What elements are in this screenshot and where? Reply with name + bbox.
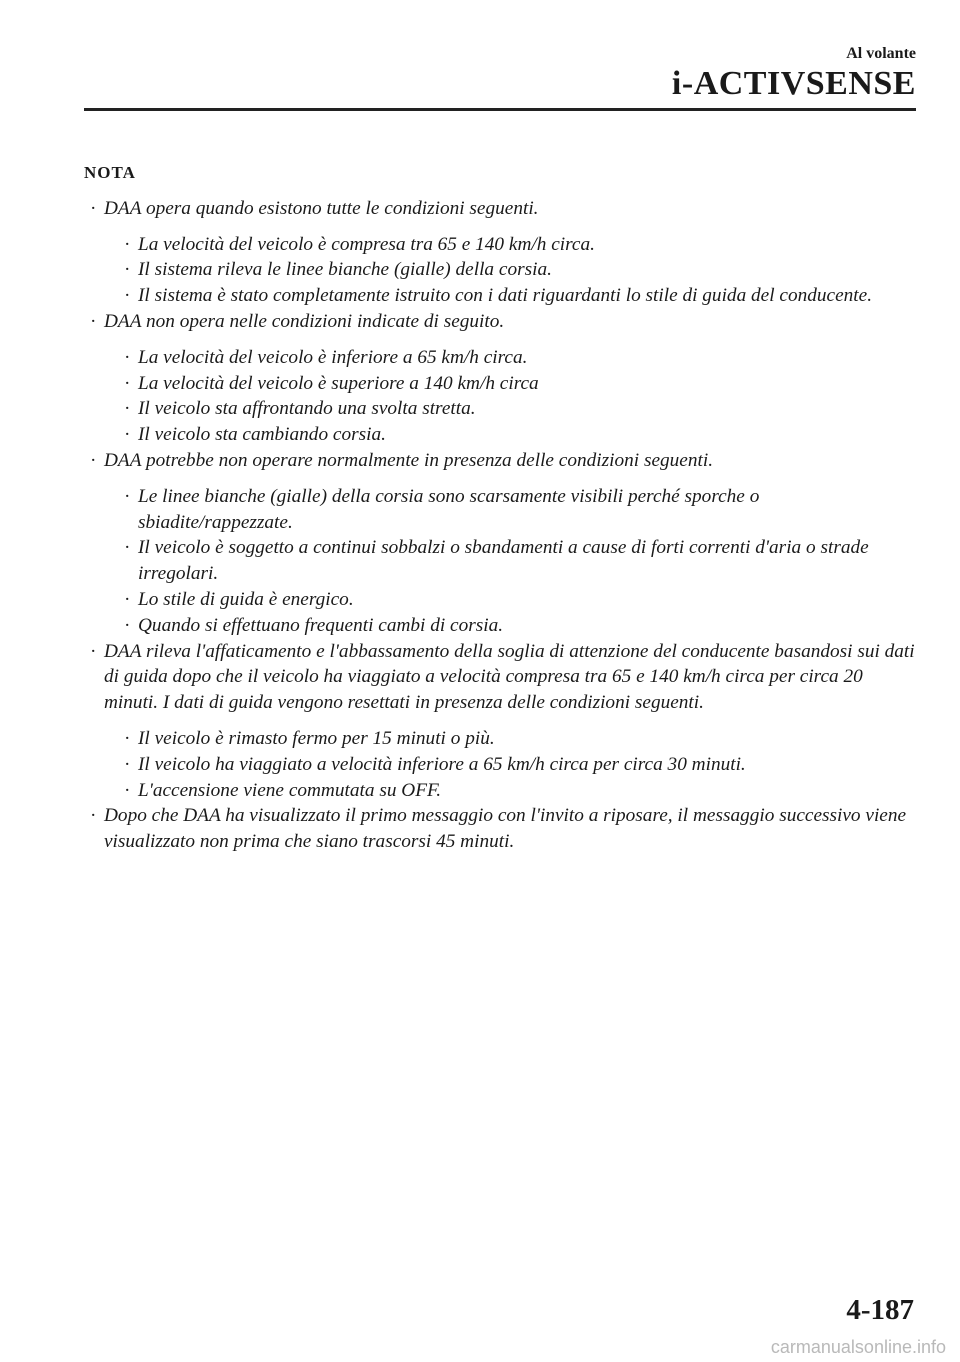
sub-item-text: La velocità del veicolo è inferiore a 65 km/h circa. [138,346,528,368]
sub-item [124,587,916,613]
bullet-icon: · [124,537,131,559]
note-item-text: DAA potrebbe non operare normalmente in presenza delle condizioni seguenti. [104,449,714,471]
sub-item [124,345,916,371]
sub-item [124,396,916,422]
bullet-icon: · [90,197,97,219]
sub-list [124,345,916,448]
bullet-icon: · [124,753,131,775]
note-item-text: Dopo che DAA ha visualizzato il primo messaggio con l'invito a riposare, il messaggio successivo viene visualizzato non prima che siano trascorsi 45 minuti. [104,805,907,853]
sub-item [124,535,916,587]
bullet-icon: · [124,233,131,255]
note-label: NOTA [84,163,136,182]
sub-item [124,726,916,752]
watermark: carmanualsonline.info [770,1337,946,1357]
bullet-icon: · [124,346,131,368]
sub-item-text: Il veicolo ha viaggiato a velocità inferiore a 65 km/h circa per circa 30 minuti. [138,753,746,775]
note-item [84,309,916,448]
section-title: i-ACTIVSENSE [671,65,916,102]
sub-item [124,778,916,804]
bullet-icon: · [124,588,131,610]
sub-item [124,232,916,258]
sub-item [124,283,916,309]
sub-item-text: Le linee bianche (gialle) della corsia sono scarsamente visibili perché sporche o sbiadite/rappezzate. [138,485,760,533]
sub-item [124,257,916,283]
bullet-icon: · [124,614,131,636]
bullet-icon: · [90,640,97,662]
sub-item-text: L'accensione viene commutata su OFF. [138,779,442,801]
sub-list [124,484,916,639]
bullet-icon: · [90,805,97,827]
sub-item [124,752,916,778]
sub-item-text: La velocità del veicolo è compresa tra 65 e 140 km/h circa. [138,233,595,255]
note-content [84,160,916,855]
bullet-icon: · [124,398,131,420]
bullet-icon: · [90,449,97,471]
sub-item-text: Lo stile di guida è energico. [138,588,354,610]
sub-list [124,726,916,803]
page-header [672,44,916,104]
sub-item-text: Il veicolo è soggetto a continui sobbalzi o sbandamenti a cause di forti correnti d'aria o strade irregolari. [138,537,869,585]
sub-item-text: Il veicolo sta affrontando una svolta stretta. [138,398,476,420]
note-item-text: DAA opera quando esistono tutte le condizioni seguenti. [104,197,539,219]
bullet-icon: · [124,259,131,281]
note-item-text: DAA rileva l'affaticamento e l'abbassamento della soglia di attenzione del conducente basandosi sui dati di guida dopo che il veicolo ha viaggiato a velocità compresa tra 65 e 140 km/h circa per circa 20 minuti. I dati di guida vengono resettati in presenza delle condizioni seguenti. [104,640,915,714]
note-item-text: DAA non opera nelle condizioni indicate di seguito. [104,310,505,332]
sub-list [124,232,916,309]
sub-item-text: La velocità del veicolo è superiore a 140 km/h circa [138,372,539,394]
sub-item-text: Il sistema è stato completamente istruito con i dati riguardanti lo stile di guida del conducente. [138,285,873,307]
bullet-icon: · [124,424,131,446]
note-item [84,448,916,639]
sub-item-text: Il veicolo è rimasto fermo per 15 minuti o più. [138,727,495,749]
sub-item-text: Quando si effettuano frequenti cambi di corsia. [138,614,504,636]
sub-item-text: Il sistema rileva le linee bianche (gialle) della corsia. [138,259,552,281]
bullet-icon: · [90,310,97,332]
bullet-icon: · [124,372,131,394]
sub-item-text: Il veicolo sta cambiando corsia. [138,424,386,446]
bullet-icon: · [124,727,131,749]
note-item [84,803,916,855]
note-item [84,196,916,309]
bullet-icon: · [124,779,131,801]
sub-item [124,422,916,448]
sub-item [124,371,916,397]
section-subtitle: Al volante [846,45,916,62]
sub-item [124,613,916,639]
bullet-icon: · [124,485,131,507]
note-item [84,639,916,804]
sub-item [124,484,916,536]
page-number: 4-187 [846,1294,914,1326]
header-divider [84,108,916,111]
bullet-icon: · [124,285,131,307]
